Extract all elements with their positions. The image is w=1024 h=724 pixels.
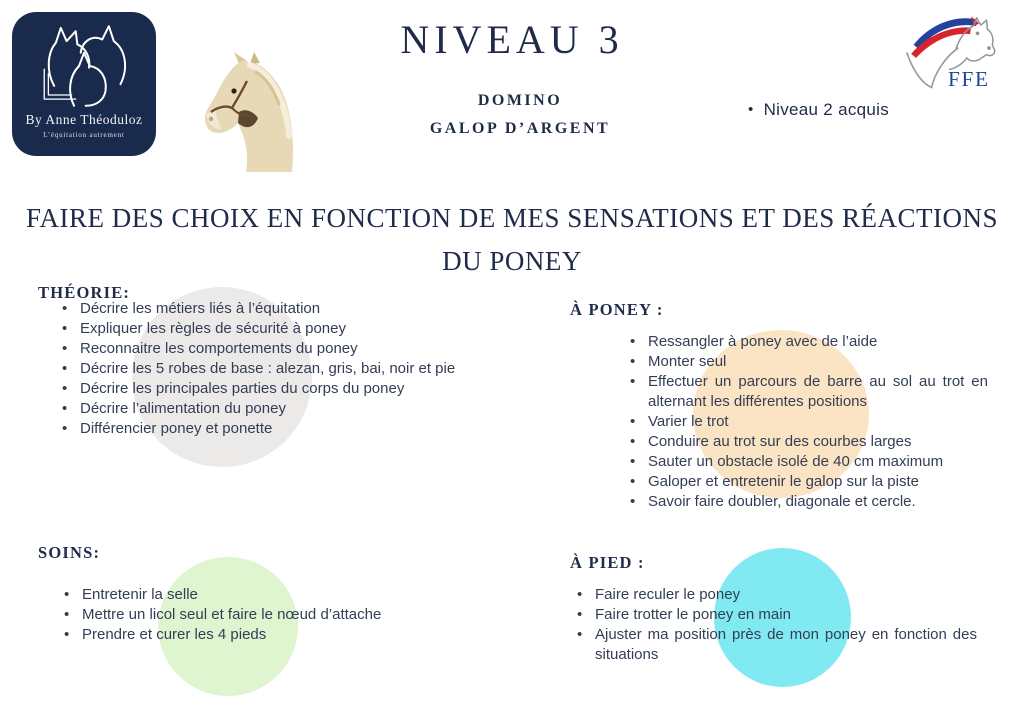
brand-name: By Anne Théoduloz <box>25 112 143 127</box>
list-item: • Faire reculer le poney <box>577 585 977 605</box>
subtitle-domino: DOMINO <box>477 92 563 109</box>
list-item: • Prendre et curer les 4 pieds <box>64 625 484 645</box>
section-list-a-poney <box>630 332 988 512</box>
section-title-soins: SOINS: <box>38 543 101 562</box>
bullet-icon: • <box>748 101 754 118</box>
list-item: • Ressangler à poney avec de l’aide <box>630 332 988 352</box>
list-item: • Reconnaitre les comportements du poney <box>62 339 470 359</box>
list-item: • Varier le trot <box>630 412 988 432</box>
list-item: • Ajuster ma position près de mon poney en fonction des situations <box>577 625 977 665</box>
three-horses-icon <box>26 18 142 114</box>
section-title-a-pied: À PIED : <box>570 553 645 572</box>
list-item: • Décrire les métiers liés à l’équitation <box>62 299 470 319</box>
section-list-a-pied <box>577 585 977 665</box>
list-item: • Décrire les principales parties du corps du poney <box>62 379 470 399</box>
palomino-horse-icon <box>200 50 302 172</box>
list-item: • Décrire l’alimentation du poney <box>62 399 470 419</box>
prerequisite-line <box>748 100 889 120</box>
brand-tagline: L’équitation autrement <box>43 131 125 139</box>
list-item: • Savoir faire doubler, diagonale et cercle. <box>630 492 988 512</box>
list-item: • Entretenir la selle <box>64 585 484 605</box>
list-item: • Galoper et entretenir le galop sur la piste <box>630 472 988 492</box>
list-item: • Sauter un obstacle isolé de 40 cm maximum <box>630 452 988 472</box>
list-item: • Monter seul <box>630 352 988 372</box>
list-item: • Décrire les 5 robes de base : alezan, gris, bai, noir et pie <box>62 359 470 379</box>
section-title-theorie: THÉORIE: <box>38 283 131 302</box>
horse-photo <box>200 50 302 172</box>
list-item: • Conduire au trot sur des courbes larges <box>630 432 988 452</box>
section-title-a-poney: À PONEY : <box>570 300 664 319</box>
ffe-horse-icon <box>898 12 998 94</box>
ffe-logo <box>898 12 998 94</box>
list-item: • Faire trotter le poney en main <box>577 605 977 625</box>
main-heading-line1: FAIRE DES CHOIX EN FONCTION DE MES SENSATIONS ET DES RÉACTIONS <box>25 203 999 233</box>
subtitle-galop: GALOP D’ARGENT <box>429 120 611 137</box>
list-item: • Effectuer un parcours de barre au sol au trot en alternant les différentes positions <box>630 372 988 412</box>
list-item: • Expliquer les règles de sécurité à poney <box>62 319 470 339</box>
brand-logo <box>12 12 156 156</box>
list-item: • Mettre un licol seul et faire le nœud d’attache <box>64 605 484 625</box>
list-item: • Différencier poney et ponette <box>62 419 470 439</box>
section-list-theorie <box>62 299 470 439</box>
main-heading-line2: DU PONEY <box>442 246 582 276</box>
section-list-soins <box>64 585 484 645</box>
main-heading <box>0 197 1024 283</box>
prerequisite-text: Niveau 2 acquis <box>763 100 890 119</box>
ffe-label: FFE <box>948 66 990 91</box>
page-title: NIVEAU 3 <box>400 17 624 62</box>
